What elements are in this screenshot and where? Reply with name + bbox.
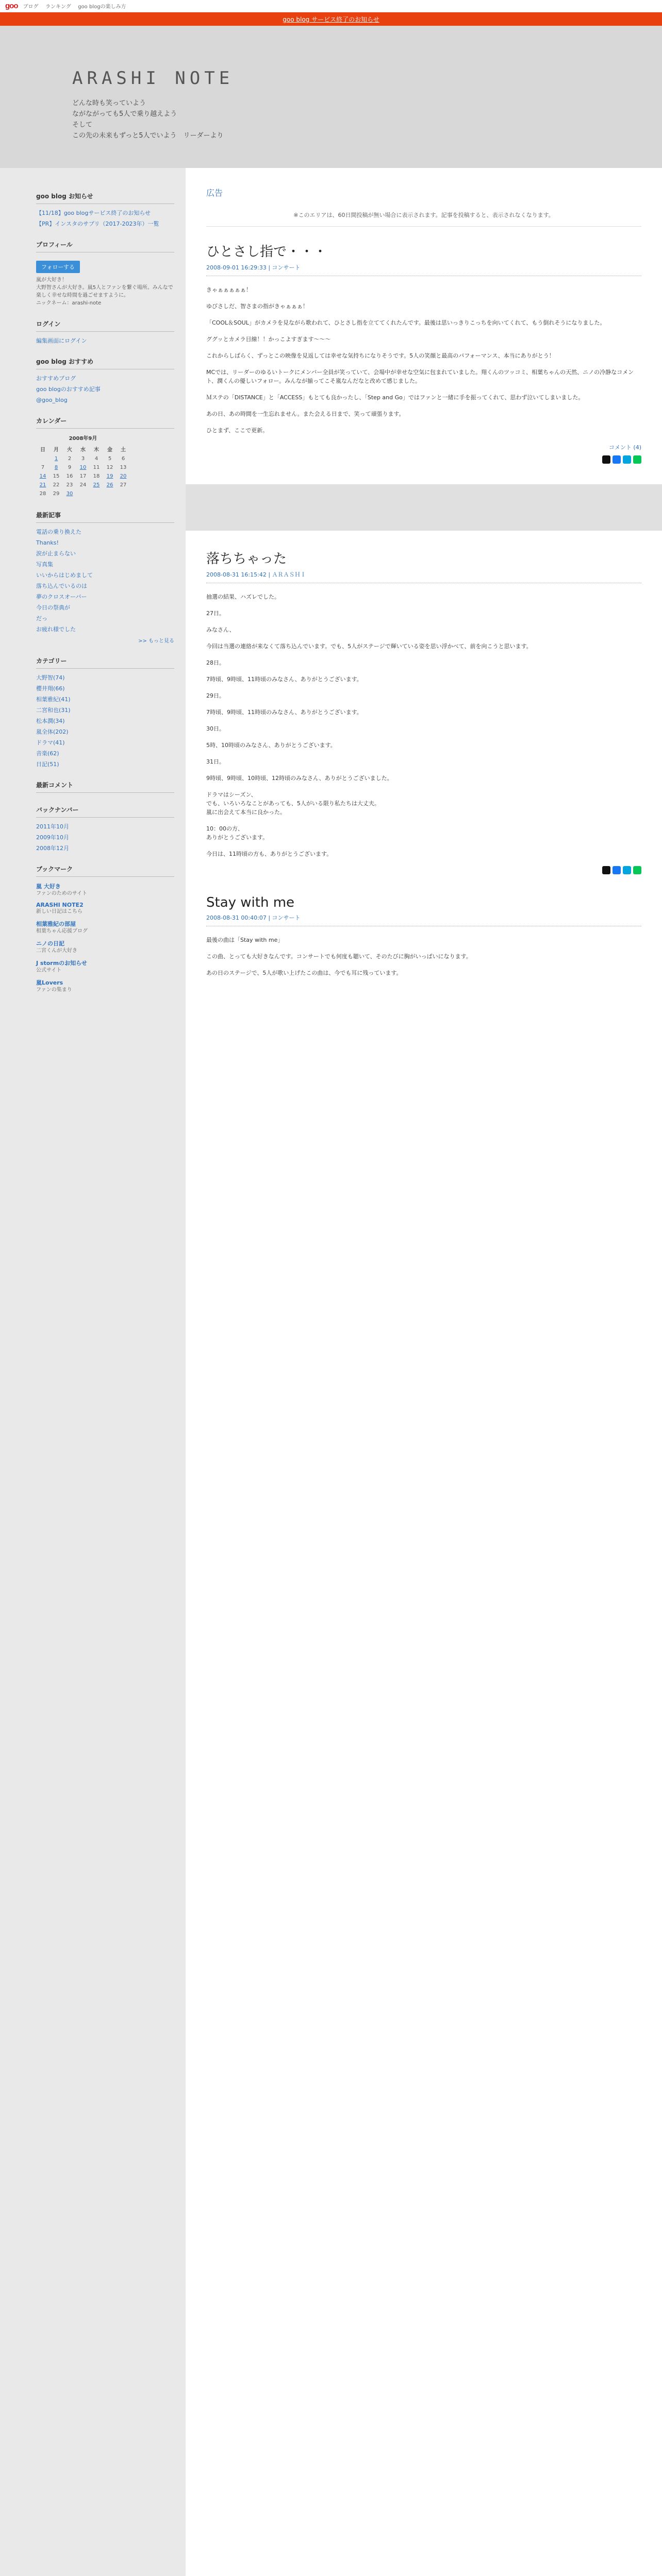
category-link[interactable]: 松本潤(34) xyxy=(36,718,65,724)
calendar-day: 29 xyxy=(53,491,60,497)
calendar-day[interactable]: 14 xyxy=(39,473,46,479)
recent-heading: 最新記事 xyxy=(36,507,174,523)
entry-paragraph: 30日。 xyxy=(206,725,225,732)
entry-1 xyxy=(206,241,641,464)
calendar-weekday: 土 xyxy=(121,447,126,453)
login-link[interactable]: 編集画面にログイン xyxy=(36,337,87,344)
bookmark-link[interactable]: ARASHI NOTE2 xyxy=(36,902,84,908)
x-share-icon[interactable] xyxy=(602,866,610,874)
entry-paragraph: 10：00の方、 ありがとうございます。 xyxy=(206,825,269,841)
recent-entry-link[interactable]: お疲れ様でした xyxy=(36,626,76,633)
entry-paragraph: あの日、あの時間を一生忘れません。また会える日まで、笑って頑張ります。 xyxy=(206,411,405,417)
blog-header xyxy=(0,26,662,168)
recent-entry-link[interactable]: いいからはじめまして xyxy=(36,572,93,579)
entry-paragraph: 7時頃、9時頃、11時頃のみなさん、ありがとうございます。 xyxy=(206,676,362,683)
calendar-day: 23 xyxy=(66,482,73,488)
entry-paragraph: 今日は、11時頃の方も、ありがとうございます。 xyxy=(206,851,333,857)
bookmark-desc: ファンのためのサイト xyxy=(36,891,88,896)
blog-description: どんな時も笑っていよう ながながっても5人で乗り越えよう そして この先の未来もずっと5人でいよう リーダーより xyxy=(72,99,224,140)
calendar-day xyxy=(117,489,130,498)
entry-paragraph: Ｍステの「DISTANCE」と「ACCESS」もとても良かったし、「Step and Go」ではファンと一緒に手を振ってくれて、思わず泣いてしまいました。 xyxy=(206,394,584,401)
calendar-day: 3 xyxy=(81,456,85,462)
calendar-weekday: 日 xyxy=(40,447,45,453)
recommend-link[interactable]: goo blogのおすすめ記事 xyxy=(36,386,101,393)
recommend-heading: goo blog おすすめ xyxy=(36,354,174,369)
entry-2 xyxy=(206,548,641,874)
comment-heading: 最新コメント xyxy=(36,777,174,793)
bookmark-link[interactable]: 嵐 大好き xyxy=(36,883,61,890)
calendar-weekday: 月 xyxy=(54,447,59,453)
calendar-day: 4 xyxy=(94,456,98,462)
facebook-share-icon[interactable] xyxy=(613,455,621,464)
goo-nav-blog[interactable]: ブログ xyxy=(23,4,39,10)
recent-entry-link[interactable]: 今日の祭典が xyxy=(36,604,70,611)
calendar-day: 16 xyxy=(66,473,73,479)
recent-more-link[interactable]: >> もっと見る xyxy=(138,638,174,644)
recent-entry-link[interactable]: 夢のクロスオーバー xyxy=(36,594,87,600)
share-buttons xyxy=(206,455,641,464)
calendar-day: 28 xyxy=(39,491,46,497)
category-link[interactable]: 二宮和也(31) xyxy=(36,707,71,714)
goo-nav xyxy=(23,2,131,10)
backnumber-link[interactable]: 2009年10月 xyxy=(36,834,69,841)
calendar-day: 6 xyxy=(121,456,125,462)
bookmark-item xyxy=(36,920,174,935)
calendar-day: 9 xyxy=(68,465,72,470)
ad-note: ※このエリアは、60日間投稿が無い場合に表示されます。記事を投稿すると、表示されなくなります。 xyxy=(206,206,641,227)
service-end-link[interactable]: goo blog サービス終了のお知らせ xyxy=(283,15,379,23)
entry-date: 2008-09-01 16:29:33 | コンサート xyxy=(206,263,641,276)
login-heading: ログイン xyxy=(36,316,174,332)
bookmark-link[interactable]: 相葉雅紀の部屋 xyxy=(36,921,76,927)
calendar-day[interactable]: 20 xyxy=(120,473,127,479)
entry-date: 2008-08-31 16:15:42 | ＡＲＡＳＨＩ xyxy=(206,570,641,583)
recent-entry-link[interactable]: 涙が止まらない xyxy=(36,550,76,557)
section-divider xyxy=(186,484,662,531)
goo-nav-howto[interactable]: goo blogの楽しみ方 xyxy=(78,4,126,10)
entry-title[interactable]: Stay with me xyxy=(206,895,295,910)
category-link[interactable]: 相葉雅紀(41) xyxy=(36,696,71,703)
bookmark-item xyxy=(36,902,174,916)
hatena-share-icon[interactable] xyxy=(623,455,631,464)
calendar-month: 2008年9月 xyxy=(69,436,97,442)
category-link[interactable]: 櫻井翔(66) xyxy=(36,685,65,692)
calendar-heading: カレンダー xyxy=(36,413,174,429)
bookmark-link[interactable]: ニノの日記 xyxy=(36,940,64,947)
entry-body xyxy=(206,592,641,858)
calendar-day[interactable]: 30 xyxy=(66,491,73,497)
profile-text: 嵐が大好き！ 大野智さんが大好き。嵐5人とファンを繋ぐ場所。みんなで楽しく幸せな時間を過ごせますように。 ニックネーム：arashi-note xyxy=(36,277,173,306)
entry-body xyxy=(206,285,641,435)
category-link[interactable]: 音楽(62) xyxy=(36,750,59,757)
entry-paragraph: 9時頃、9時頃、10時頃、12時頃のみなさん、ありがとうございました。 xyxy=(206,775,393,782)
notice-item: 【PR】インスタのサプリ（2017-2023年）一覧 xyxy=(36,221,159,227)
follow-button[interactable]: フォローする xyxy=(36,261,80,273)
goo-logo[interactable]: goo xyxy=(5,2,18,10)
calendar-weekday: 金 xyxy=(107,447,112,453)
entry-paragraph: 「COOL＆SOUL」がカメラを見ながら歌われて、ひとさし指を立ててくれたんです。最後は思いっきりこっちを向いてくれて、もう倒れそうになりました。 xyxy=(206,319,606,326)
bookmark-item xyxy=(36,882,174,897)
entry-paragraph: 今回は当選の連絡が来なくて落ち込んでいます。でも、5人がステージで輝いている姿を思い浮かべて、前を向こうと思います。 xyxy=(206,643,532,650)
category-link[interactable]: 大野智(74) xyxy=(36,674,65,681)
calendar-day: 11 xyxy=(93,465,100,470)
entry-paragraph: みなさん、 xyxy=(206,626,235,633)
backnumber-list xyxy=(36,823,174,852)
entry-paragraph: 28日。 xyxy=(206,659,225,666)
calendar-day xyxy=(36,454,49,463)
notice-item: 【11/18】goo blogサービス終了のお知らせ xyxy=(36,210,151,216)
category-link[interactable]: 日記(51) xyxy=(36,761,59,768)
entry-paragraph: MCでは、リーダーのゆるいトークにメンバー全員が笑っていて、会場中が幸せな空気に包まれていました。翔くんのツッコミ、相葉ちゃんの天然、ニノの冷静なコメント、潤くんの優しいフォロー。みんなが揃ってこそ嵐なんだなと改めて感じました。 xyxy=(206,369,634,384)
entry-body xyxy=(206,936,641,977)
calendar-day: 5 xyxy=(108,456,112,462)
category-list xyxy=(36,674,174,768)
calendar-day: 2 xyxy=(68,456,72,462)
entry-paragraph: きゃぁぁぁぁぁ！ xyxy=(206,286,252,293)
calendar-day xyxy=(103,489,117,498)
bookmark-list xyxy=(36,882,174,994)
share-buttons xyxy=(206,866,641,874)
line-share-icon[interactable] xyxy=(633,866,641,874)
bookmark-item xyxy=(36,959,174,974)
calendar-day: 15 xyxy=(53,473,60,479)
entry-paragraph: これからしばらく、ずっとこの映像を見返しては幸せな気持ちになりそうです。5人の笑顔と最高のパフォーマンス、本当にありがとう！ xyxy=(206,352,555,359)
goo-top-bar xyxy=(0,0,662,12)
bookmark-item xyxy=(36,978,174,994)
calendar-day[interactable]: 19 xyxy=(106,473,113,479)
bookmark-desc: 二宮くんが大好き xyxy=(36,948,77,954)
calendar-day: 12 xyxy=(106,465,113,470)
calendar-day: 24 xyxy=(79,482,87,488)
entry-date: 2008-08-31 00:40:07 | コンサート xyxy=(206,913,641,926)
recommend-link[interactable]: おすすめブログ xyxy=(36,375,76,382)
entry-paragraph: 27日。 xyxy=(206,610,225,617)
backnumber-heading: バックナンバー xyxy=(36,802,174,818)
calendar-day xyxy=(90,489,103,498)
bookmark-desc: 新しい日記はこちら xyxy=(36,909,82,914)
backnumber-link[interactable]: 2008年12月 xyxy=(36,845,69,852)
notice-heading: goo blog お知らせ xyxy=(36,189,174,204)
category-link[interactable]: 嵐全体(202) xyxy=(36,728,69,735)
entry-paragraph: 5時、10時頃のみなさん、ありがとうございます。 xyxy=(206,742,336,749)
entry-paragraph: ゆびさしだ、智さまの指がきゃぁぁぁ！ xyxy=(206,303,308,310)
calendar-day[interactable]: 26 xyxy=(106,482,113,488)
bookmark-link[interactable]: J stormのお知らせ xyxy=(36,960,87,967)
calendar-day: 7 xyxy=(41,465,45,470)
entry-paragraph: ドラマはシーズン、 でも、いろいろなことがあっても、5人がいる限り私たちは大丈夫。 嵐に出会えて本当に良かった。 xyxy=(206,791,380,816)
x-share-icon[interactable] xyxy=(602,455,610,464)
bookmark-desc: ファンの集まり xyxy=(36,987,72,993)
bookmark-desc: 公式サイト xyxy=(36,968,62,973)
blog-title[interactable]: ARASHI NOTE xyxy=(72,68,234,89)
calendar-day xyxy=(76,489,90,498)
calendar-weekday: 木 xyxy=(94,447,99,453)
entry-paragraph: 7時頃、9時頃、11時頃のみなさん、ありがとうございます。 xyxy=(206,709,362,716)
ad-heading: 広告 xyxy=(206,188,223,198)
calendar-day[interactable]: 21 xyxy=(39,482,46,488)
sidebar xyxy=(0,168,186,2576)
entry-title[interactable]: ひとさし指で・・・ xyxy=(206,244,327,260)
category-heading: カテゴリー xyxy=(36,653,174,669)
comment-link[interactable]: コメント (4) xyxy=(608,444,641,451)
recent-entry-link[interactable]: だっ xyxy=(36,615,47,622)
category-link[interactable]: ドラマ(41) xyxy=(36,739,65,746)
calendar-day[interactable]: 10 xyxy=(79,465,87,470)
hatena-share-icon[interactable] xyxy=(623,866,631,874)
calendar-day[interactable]: 25 xyxy=(93,482,100,488)
calendar-day[interactable]: 1 xyxy=(54,456,58,462)
calendar-weekday: 水 xyxy=(80,447,86,453)
bookmark-link[interactable]: 嵐Lovers xyxy=(36,979,63,986)
bookmark-item xyxy=(36,939,174,955)
recent-entry-link[interactable]: 写真集 xyxy=(36,561,53,568)
profile-heading: プロフィール xyxy=(36,237,174,252)
entry-paragraph: この曲、とっても大好きなんです。コンサートでも何度も聴いて、そのたびに胸がいっぱいになります。 xyxy=(206,953,472,960)
entry-paragraph: 抽選の結果、ハズレでした。 xyxy=(206,594,280,600)
recent-entry-link[interactable]: Thanks! xyxy=(36,539,59,546)
entry-3 xyxy=(206,895,641,977)
calendar-day: 18 xyxy=(93,473,100,479)
recommend-link[interactable]: @goo_blog xyxy=(36,397,68,403)
recent-list xyxy=(36,528,174,633)
line-share-icon[interactable] xyxy=(633,455,641,464)
calendar-weekday: 火 xyxy=(67,447,72,453)
calendar xyxy=(36,434,130,498)
recent-entry-link[interactable]: 落ち込んでいるのは xyxy=(36,583,87,589)
calendar-day: 13 xyxy=(120,465,127,470)
entry-paragraph: 最後の曲は「Stay with me」 xyxy=(206,937,284,943)
recent-entry-link[interactable]: 電話の乗り換えた xyxy=(36,529,81,535)
entry-paragraph: あの日のステージで、5人が歌い上げたこの曲は、今でも耳に残っています。 xyxy=(206,970,402,976)
calendar-day: 17 xyxy=(79,473,87,479)
backnumber-link[interactable]: 2011年10月 xyxy=(36,823,69,830)
entry-paragraph: 31日。 xyxy=(206,758,225,765)
calendar-day: 27 xyxy=(120,482,127,488)
calendar-day: 22 xyxy=(53,482,60,488)
bookmark-desc: 相葉ちゃん応援ブログ xyxy=(36,928,88,934)
service-end-notice xyxy=(0,12,662,26)
entry-paragraph: ひとまず、ここで更新。 xyxy=(206,427,269,434)
entry-paragraph: 29日。 xyxy=(206,692,225,699)
facebook-share-icon[interactable] xyxy=(613,866,621,874)
calendar-day[interactable]: 8 xyxy=(54,465,58,470)
bookmark-heading: ブックマーク xyxy=(36,861,174,877)
entry-title[interactable]: 落ちちゃった xyxy=(206,551,287,567)
entry-paragraph: ググッとカメラ目線！！かっこよすぎます〜〜〜 xyxy=(206,336,331,343)
main-content xyxy=(186,168,662,2576)
goo-nav-ranking[interactable]: ランキング xyxy=(45,4,71,10)
